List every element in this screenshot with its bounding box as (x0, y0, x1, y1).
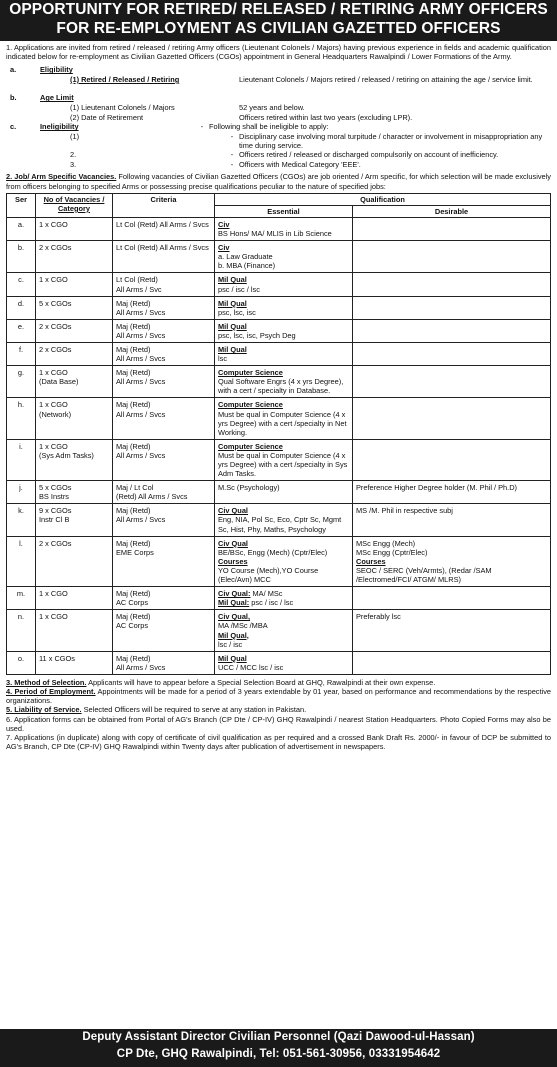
row-essential (215, 342, 353, 365)
row-criteria: Maj (Retd) EME Corps (113, 536, 215, 586)
signature-line-1: Deputy Assistant Director Civilian Personnel (Qazi Dawood-ul-Hassan) (82, 1031, 475, 1043)
row-desirable (353, 273, 551, 296)
criteria-num (6, 75, 40, 93)
row-essential (215, 439, 353, 480)
row-category: 1 x CGO (36, 587, 113, 610)
qualification-text: M.Sc (Psychology) (218, 483, 280, 493)
section-2-paragraph (6, 172, 551, 190)
qualification-text: Preference Higher Degree holder (M. Phil / Ph.D) (356, 483, 518, 493)
criteria-row (6, 65, 551, 75)
qualification-heading: Courses (356, 556, 386, 566)
section-2-heading: 2. Job/ Arm Specific Vacancies. (6, 172, 117, 182)
row-category: 1 x CGO (Sys Adm Tasks) (36, 439, 113, 480)
qualification-text: YO Course (Mech),YO Course (Elec/Avn) MCC (218, 565, 319, 585)
row-category: 1 x CGO (Data Base) (36, 366, 113, 398)
row-desirable (353, 536, 551, 586)
criteria-num (6, 113, 40, 123)
criteria-dash (225, 75, 239, 93)
criteria-row (6, 93, 551, 103)
row-desirable (353, 319, 551, 342)
criteria-row (6, 150, 551, 160)
footer-text: 7. Applications (in duplicate) along with copy of certificate of civil qualification as per required and a crossed Bank Draft Rs. 2000/- in favour of DCP be submitted to AG's Branch, CP Dte (CP-IV) GHQ Rawalpindi within Twenty days after publication of advertisement in newspapers. (6, 733, 551, 752)
row-essential (215, 366, 353, 398)
vacancies-table (6, 193, 551, 675)
footer-text: Applicants will have to appear before a Special Selection Board at GHQ, Rawalpindi at their own expense. (86, 677, 436, 687)
criteria-label: Ineligibility (40, 122, 79, 132)
row-essential (215, 398, 353, 439)
qualification-text: lsc (218, 354, 228, 364)
row-criteria: Maj (Retd) AC Corps (113, 610, 215, 651)
qualification-text: psc, lsc, isc, Psych Deg (218, 330, 296, 340)
footer-paragraph (6, 733, 551, 751)
criteria-row (6, 113, 551, 123)
row-essential (215, 296, 353, 319)
row-ser: j. (7, 481, 36, 504)
qualification-text: Qual Software Engrs (4 x yrs Degree), with a cert / specialty in Database. (218, 377, 344, 396)
row-essential (215, 587, 353, 610)
row-category: 1 x CGO (36, 217, 113, 240)
criteria-row (6, 103, 551, 113)
footer-text: Appointments will be made for a period of 3 years extendable by 01 year, based on performance and recommendations by the respective organizations. (6, 687, 552, 706)
table-row (7, 587, 551, 610)
table-row (7, 366, 551, 398)
criteria-num (6, 150, 40, 160)
col-ser: Ser (7, 193, 36, 217)
criteria-row (6, 160, 551, 170)
qualification-heading: Civ Qual: (218, 589, 251, 599)
table-row (7, 651, 551, 674)
criteria-row (6, 132, 551, 150)
table-row (7, 217, 551, 240)
qualification-text: BE/BSc, Engg (Mech) (Cptr/Elec) (218, 547, 328, 557)
row-essential (215, 651, 353, 674)
row-essential (215, 536, 353, 586)
qualification-text: BS Hons/ MA/ MLIS in Lib Science (218, 229, 332, 239)
col-desirable: Desirable (353, 205, 551, 217)
row-ser: e. (7, 319, 36, 342)
criteria-dash (225, 103, 239, 113)
table-row (7, 398, 551, 439)
criteria-label: 3. (70, 159, 77, 169)
criteria-num (6, 132, 40, 150)
table-row (7, 536, 551, 586)
row-criteria: Maj (Retd) All Arms / Svcs (113, 651, 215, 674)
qualification-heading: Computer Science (218, 441, 283, 451)
row-criteria: Lt Col (Retd) All Arms / Svcs (113, 241, 215, 273)
qualification-text: psc, lsc, isc (218, 307, 256, 317)
criteria-label: (1) Retired / Released / Retiring (70, 75, 180, 84)
qualification-heading: Civ Qual, (218, 612, 251, 622)
footer-heading: 3. Method of Selection. (6, 677, 87, 687)
row-essential (215, 217, 353, 240)
row-ser: k. (7, 504, 36, 536)
row-desirable (353, 504, 551, 536)
advertisement-body (0, 43, 557, 752)
row-essential (215, 273, 353, 296)
header-banner (0, 0, 557, 41)
qualification-heading: Civ Qual (218, 506, 248, 516)
criteria-dash: - (230, 131, 234, 141)
row-ser: c. (7, 273, 36, 296)
qualification-heading: Computer Science (218, 400, 283, 410)
col-essential: Essential (215, 205, 353, 217)
row-desirable (353, 587, 551, 610)
row-ser: n. (7, 610, 36, 651)
criteria-num (6, 160, 40, 170)
criteria-label: Eligibility (40, 65, 73, 75)
qualification-heading: Civ (218, 219, 230, 229)
row-criteria: Maj (Retd) All Arms / Svcs (113, 342, 215, 365)
header-line-2: FOR RE-EMPLOYMENT AS CIVILIAN GAZETTED OFFICERS (56, 19, 501, 37)
criteria-num: a. (10, 65, 17, 75)
row-category: 2 x CGOs (36, 319, 113, 342)
row-ser: m. (7, 587, 36, 610)
footer-paragraph (6, 678, 551, 687)
table-row (7, 439, 551, 480)
criteria-label: (1) (70, 131, 80, 141)
qualification-heading: Mil Qual (218, 653, 247, 663)
col-criteria: Criteria (113, 193, 215, 217)
signature-line-2: CP Dte, GHQ Rawalpindi, Tel: 051-561-30956, 03331954642 (116, 1048, 441, 1060)
table-row (7, 241, 551, 273)
row-category: 5 x CGOs (36, 296, 113, 319)
table-row (7, 481, 551, 504)
row-ser: i. (7, 439, 36, 480)
criteria-text: Officers retired / released or discharged compulsorily on account of inefficiency. (239, 150, 499, 160)
table-row (7, 610, 551, 651)
row-desirable (353, 439, 551, 480)
row-criteria: Maj (Retd) AC Corps (113, 587, 215, 610)
row-desirable (353, 481, 551, 504)
row-criteria: Lt Col (Retd) All Arms / Svc (113, 273, 215, 296)
row-criteria: Maj / Lt Col (Retd) All Arms / Svcs (113, 481, 215, 504)
row-desirable (353, 398, 551, 439)
qualification-text: MSc Engg (Mech) MSc Engg (Cptr/Elec) (356, 538, 428, 557)
row-category: 1 x CGO (36, 610, 113, 651)
criteria-row (6, 75, 551, 93)
criteria-dash: - (230, 159, 234, 169)
intro-paragraph: 1. Applications are invited from retired / released / retiring Army officers (Lieutenant Colonels / Majors) having previous experience in fields and academic qualification indicated below for re-employment as Civilian Gazetted Officers (CGOs) appointment in General Headquarters Rawalpindi / Lower Formations of the Army. (6, 43, 551, 62)
row-desirable (353, 296, 551, 319)
row-category: 9 x CGOs Instr Cl B (36, 504, 113, 536)
criteria-text: 52 years and below. (239, 102, 305, 112)
vacancies-rows (7, 217, 551, 674)
row-criteria: Maj (Retd) All Arms / Svcs (113, 504, 215, 536)
row-essential (215, 610, 353, 651)
criteria-num (6, 103, 40, 113)
footer-paragraphs (6, 678, 551, 752)
qualification-heading: Mil Qual (218, 344, 247, 354)
row-criteria: Maj (Retd) All Arms / Svcs (113, 398, 215, 439)
row-ser: a. (7, 217, 36, 240)
row-essential (215, 481, 353, 504)
qualification-heading: Mil Qual (218, 275, 247, 285)
qualification-text: Preferably lsc (356, 612, 401, 622)
col-qualification: Qualification (215, 193, 551, 205)
row-criteria: Maj (Retd) All Arms / Svcs (113, 366, 215, 398)
row-criteria: Maj (Retd) All Arms / Svcs (113, 319, 215, 342)
qualification-text: MS /M. Phil in respective subj (356, 506, 453, 516)
row-ser: l. (7, 536, 36, 586)
qualification-heading: Mil Qual (218, 321, 247, 331)
row-category: 2 x CGOs (36, 241, 113, 273)
footer-text: 6. Application forms can be obtained from Portal of AG's Branch (CP Dte / CP-IV) GHQ Rawalpindi / nearest Station Headquarters. Photo Copied Forms may also be used. (6, 714, 551, 733)
table-row (7, 342, 551, 365)
qualification-heading: Mil Qual: (218, 598, 250, 608)
qualification-heading: Civ (218, 243, 230, 253)
row-category: 1 x CGO (36, 273, 113, 296)
criteria-dash (225, 113, 239, 123)
qualification-text: Must be qual in Computer Science (4 x yrs Degree) with a cert /specialty in Net Working. (218, 409, 347, 437)
row-essential (215, 319, 353, 342)
qualification-heading: Mil Qual (218, 298, 247, 308)
row-category: 5 x CGOs BS Instrs (36, 481, 113, 504)
table-row (7, 296, 551, 319)
criteria-num: c. (10, 122, 17, 132)
table-row (7, 504, 551, 536)
row-criteria: Maj (Retd) All Arms / Svcs (113, 296, 215, 319)
row-essential (215, 241, 353, 273)
row-essential (215, 504, 353, 536)
qualification-heading: Computer Science (218, 368, 283, 378)
row-ser: o. (7, 651, 36, 674)
section-2-text: Following vacancies of Civilian Gazetted Officers (CGOs) are job oriented / Arm specific, for which selection will be made exclusively from officers belonging to specified Arms or possessing precise qualifications peculiar to the nature of specified jobs: (6, 172, 551, 191)
row-ser: b. (7, 241, 36, 273)
row-category: 1 x CGO (Network) (36, 398, 113, 439)
row-category: 11 x CGOs (36, 651, 113, 674)
criteria-text: Lieutenant Colonels / Majors retired / released / retiring on attaining the age / service limit. (239, 75, 533, 84)
qualification-text: SEOC / SERC (Veh/Armts), (Redar /SAM /Electromed/FCI/ ATGM/ MLRS) (356, 565, 492, 585)
qualification-text: psc / isc / lsc (251, 598, 294, 608)
qualification-text: Must be qual in Computer Science (4 x yrs Degree) with a cert /specialty in Sys Adm Tasks. (218, 450, 348, 479)
criteria-label: (2) Date of Retirement (70, 112, 144, 122)
criteria-text: Disciplinary case involving moral turpitude / character or involvement in misappropriation any time during service. (239, 131, 543, 150)
row-desirable (353, 342, 551, 365)
footer-paragraph (6, 715, 551, 733)
criteria-dash: - (230, 150, 234, 160)
row-desirable (353, 217, 551, 240)
table-row (7, 319, 551, 342)
header-line-1: OPPORTUNITY FOR RETIRED/ RELEASED / RETIRING ARMY OFFICERS (9, 1, 548, 18)
col-category: No of Vacancies / Category (36, 193, 113, 217)
footer-text: Selected Officers will be required to serve at any station in Pakistan. (81, 705, 307, 715)
row-criteria: Maj (Retd) All Arms / Svcs (113, 439, 215, 480)
row-ser: g. (7, 366, 36, 398)
footer-paragraph (6, 705, 551, 714)
qualification-text: Eng, NIA, Pol Sc, Eco, Cptr Sc, Mgmt Sc, Hist, Phy, Maths, Psychology (218, 515, 342, 534)
footer-paragraph (6, 687, 551, 705)
criteria-text: Officers with Medical Category 'EEE'. (239, 159, 361, 169)
criteria-text (209, 65, 551, 75)
criteria-row (6, 122, 551, 132)
criteria-num: b. (10, 93, 17, 103)
signature-banner (0, 1029, 557, 1067)
qualification-text: a. Law Graduate b. MBA (Finance) (218, 252, 276, 271)
qualification-text: MA /MSc /MBA (218, 621, 268, 631)
row-desirable (353, 241, 551, 273)
qualification-heading: Civ Qual (218, 538, 248, 548)
qualification-text: UCC / MCC lsc / isc (218, 662, 284, 672)
qualification-text: lsc / isc (218, 639, 243, 649)
row-ser: f. (7, 342, 36, 365)
qualification-text: psc / isc / lsc (218, 284, 260, 294)
row-desirable (353, 366, 551, 398)
criteria-text (209, 93, 551, 103)
eligibility-criteria (6, 65, 551, 169)
row-desirable (353, 651, 551, 674)
criteria-label: (1) Lieutenant Colonels / Majors (70, 102, 175, 112)
criteria-text: Officers retired within last two years (excluding LPR). (239, 112, 413, 122)
qualification-heading: Courses (218, 556, 248, 566)
qualification-text: MA/ MSc (252, 589, 283, 599)
footer-heading: 5. Liability of Service. (6, 705, 82, 715)
row-desirable (353, 610, 551, 651)
criteria-dash (195, 65, 209, 75)
criteria-dash: - (200, 122, 204, 132)
table-row (7, 273, 551, 296)
row-criteria: Lt Col (Retd) All Arms / Svcs (113, 217, 215, 240)
criteria-label: 2. (70, 150, 77, 160)
footer-heading: 4. Period of Employment. (6, 687, 96, 697)
criteria-label: Age Limit (40, 93, 74, 103)
row-ser: h. (7, 398, 36, 439)
row-category: 2 x CGOs (36, 342, 113, 365)
row-category: 2 x CGOs (36, 536, 113, 586)
criteria-text: Following shall be ineligible to apply: (209, 122, 329, 132)
row-ser: d. (7, 296, 36, 319)
criteria-dash (195, 93, 209, 103)
qualification-heading: Mil Qual, (218, 630, 249, 640)
